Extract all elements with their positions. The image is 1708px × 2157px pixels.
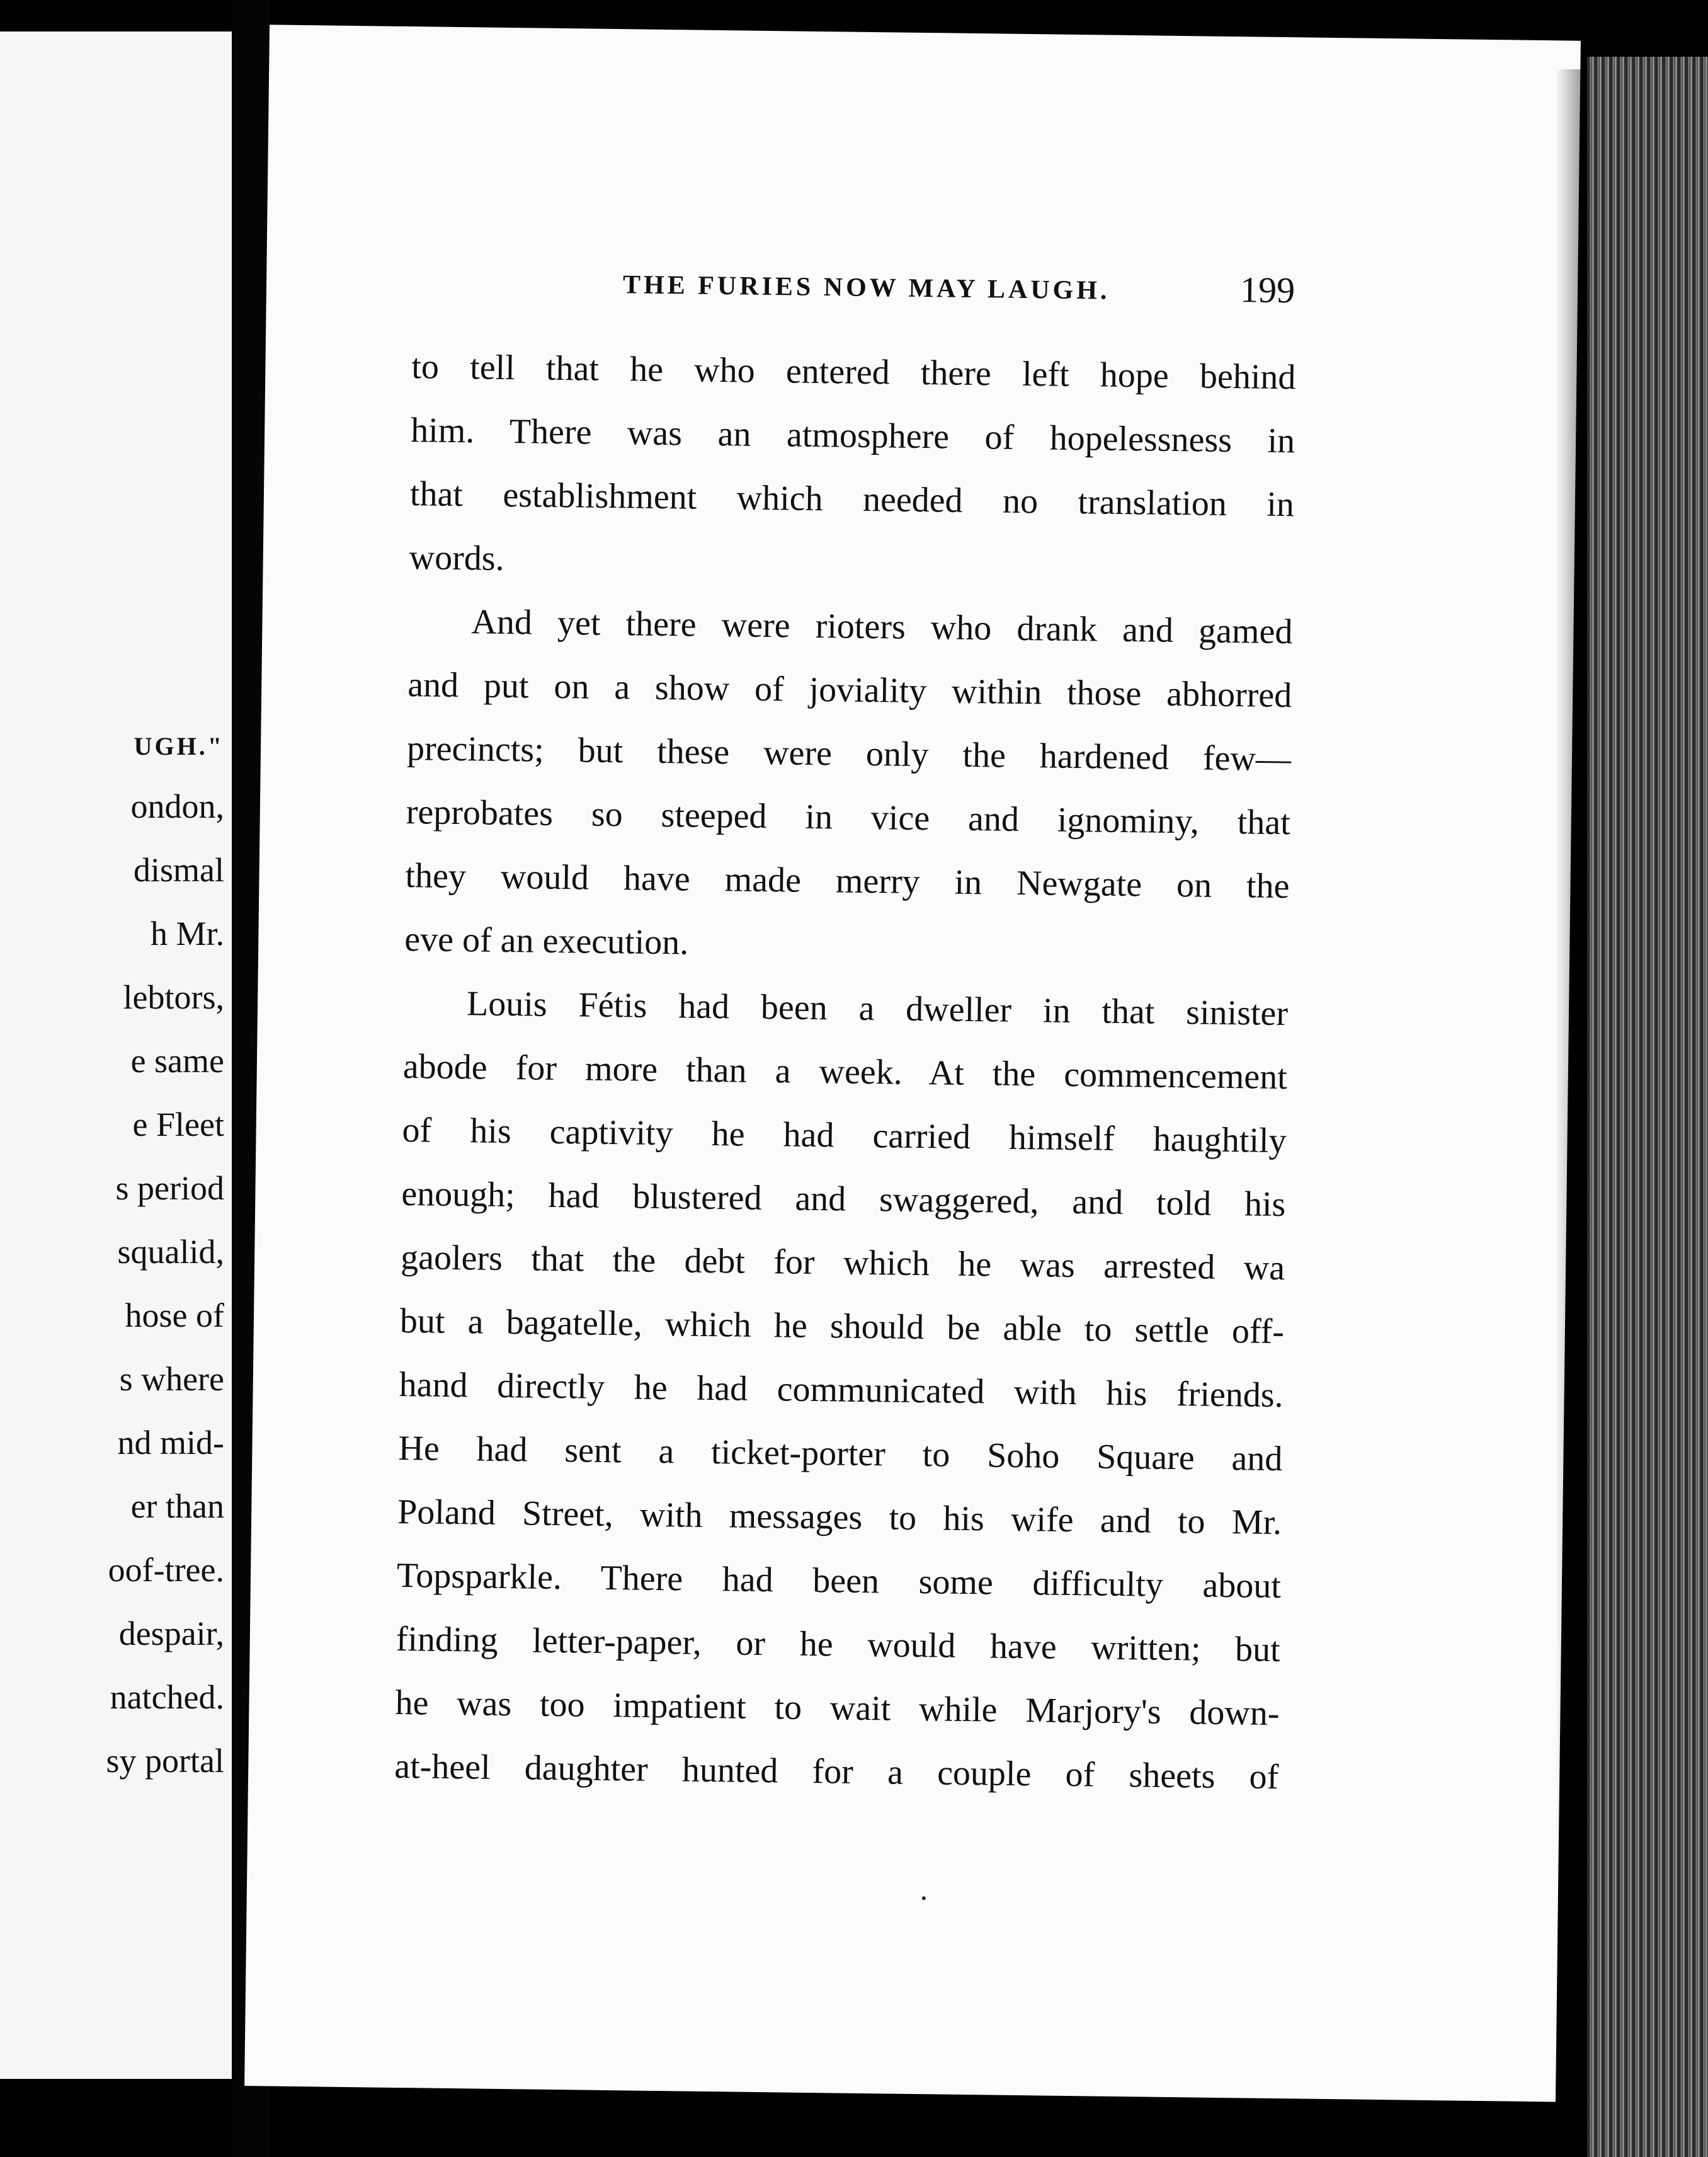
text-line: precincts; but these were only the hardened few— — [406, 729, 1292, 779]
left-line: squalid, — [117, 1233, 224, 1271]
paragraph — [404, 590, 1293, 982]
left-line: sy portal — [106, 1742, 224, 1780]
text-line: He had sent a ticket-porter to Soho Square and — [398, 1428, 1283, 1479]
text-line: and put on a show of joviality within those abhorred — [407, 665, 1292, 716]
text-line: Topsparkle. There had been some difficulty about — [396, 1555, 1282, 1606]
left-line: nd mid- — [117, 1424, 224, 1462]
text-line: they would have made merry in Newgate on the — [405, 856, 1290, 907]
left-line: e same — [130, 1042, 224, 1080]
page-stack-edges — [1587, 57, 1708, 2157]
text-line: of his captivity he had carried himself haughtily — [402, 1110, 1287, 1161]
text-line: to tell that he who entered there left hope behind — [411, 347, 1296, 398]
text-line: And yet there were rioters who drank and gamed — [471, 602, 1293, 652]
page-number: 199 — [1239, 269, 1295, 311]
left-line: lebtors, — [123, 978, 224, 1016]
body-text — [394, 335, 1296, 1809]
left-line: s period — [115, 1169, 224, 1207]
print-speck — [922, 1896, 926, 1900]
text-line: gaolers that the debt for which he was arrested wa — [400, 1237, 1285, 1288]
text-line: he was too impatient to wait while Marjory's down- — [395, 1683, 1280, 1734]
text-line: finding letter-paper, or he would have written; but — [396, 1619, 1281, 1670]
left-line: ondon, — [130, 787, 224, 825]
left-running-head: UGH." — [134, 732, 224, 760]
text-line: hand directly he had communicated with his friends. — [399, 1365, 1284, 1416]
text-line: words. — [409, 538, 505, 578]
left-line: h Mr. — [150, 915, 224, 953]
text-line: him. There was an atmosphere of hopelessness in — [410, 411, 1295, 461]
paragraph — [409, 335, 1296, 600]
left-line: despair, — [118, 1615, 224, 1652]
running-head — [266, 256, 1578, 323]
text-line: that establishment which needed no translation in — [409, 474, 1295, 525]
left-line: er than — [130, 1487, 224, 1525]
text-line: at-heel daughter hunted for a couple of sheets of — [394, 1746, 1279, 1797]
text-line: Poland Street, with messages to his wife and to Mr. — [397, 1492, 1282, 1543]
left-line: e Fleet — [132, 1106, 224, 1143]
left-line: natched. — [110, 1678, 224, 1716]
left-page — [0, 31, 232, 2079]
left-line: hose of — [125, 1296, 224, 1334]
left-line: s where — [119, 1360, 224, 1398]
text-line: reprobates so steeped in vice and ignominy, that — [406, 792, 1291, 843]
text-line: but a bagatelle, which he should be able to settle off- — [399, 1301, 1285, 1352]
book-page — [244, 25, 1581, 2102]
text-line: enough; had blustered and swaggered, and told his — [401, 1174, 1286, 1225]
text-line: Louis Fétis had been a dweller in that sinister — [466, 984, 1289, 1034]
left-page-text — [0, 718, 224, 1793]
text-line: abode for more than a week. At the commencement — [402, 1046, 1288, 1097]
paragraph — [394, 971, 1289, 1809]
left-line: dismal — [134, 851, 224, 889]
text-line: eve of an execution. — [404, 920, 689, 963]
running-head-title: THE FURIES NOW MAY LAUGH. — [622, 270, 1110, 306]
left-line: oof-tree. — [108, 1551, 224, 1589]
